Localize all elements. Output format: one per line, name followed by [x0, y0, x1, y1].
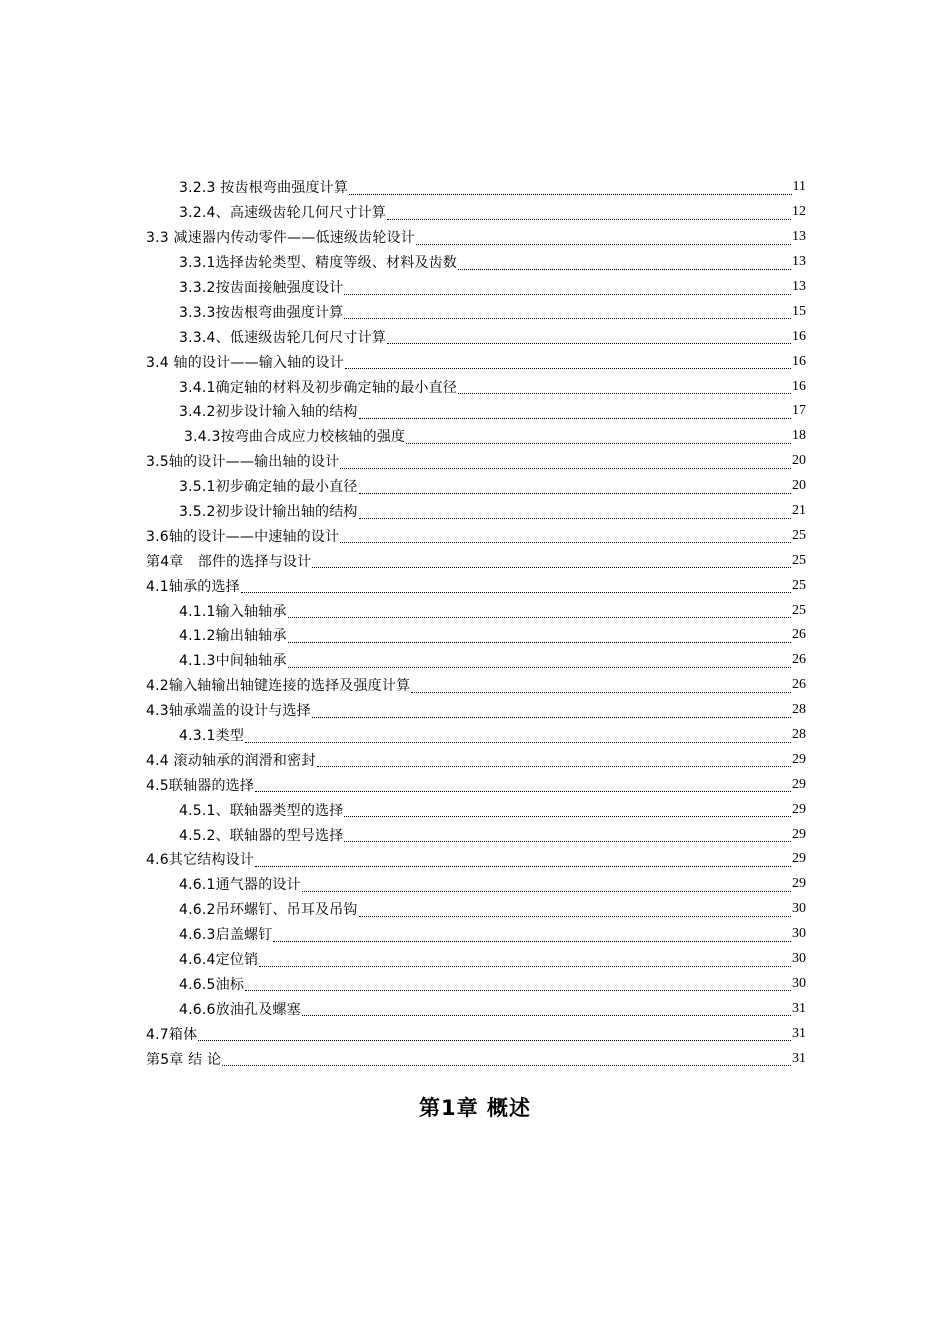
toc-dot-leader — [416, 232, 791, 245]
toc-entry-page: 29 — [792, 876, 806, 892]
toc-entry-title: 4.5.2、联轴器的型号选择 — [179, 827, 344, 844]
toc-dot-leader — [345, 356, 791, 369]
toc-entry[interactable] — [146, 623, 806, 648]
toc-entry-title: 4.6.5油标 — [179, 976, 245, 993]
toc-entry[interactable] — [146, 499, 806, 524]
toc-entry-title: 4.6.6放油孔及螺塞 — [179, 1001, 301, 1018]
toc-dot-leader — [273, 929, 791, 942]
toc-entry-title: 4.1.1输入轴轴承 — [179, 603, 287, 620]
toc-entry-title: 第4章 部件的选择与设计 — [146, 553, 312, 570]
toc-entry-title: 4.1轴承的选择 — [146, 578, 240, 595]
toc-entry-page: 26 — [792, 652, 806, 668]
toc-dot-leader — [458, 381, 791, 394]
toc-entry-page: 26 — [792, 677, 806, 693]
toc-entry[interactable] — [146, 872, 806, 897]
toc-entry[interactable] — [146, 449, 806, 474]
toc-dot-leader — [302, 1003, 791, 1016]
toc-entry-title: 4.5.1、联轴器类型的选择 — [179, 802, 344, 819]
toc-dot-leader — [344, 282, 791, 295]
toc-entry-page: 31 — [792, 1050, 806, 1066]
toc-entry-page: 13 — [792, 254, 806, 270]
toc-entry-title: 3.3.4、低速级齿轮几何尺寸计算 — [179, 329, 387, 346]
toc-entry-title: 4.3轴承端盖的设计与选择 — [146, 703, 311, 720]
toc-entry-page: 15 — [792, 303, 806, 319]
toc-dot-leader — [359, 506, 791, 519]
toc-dot-leader — [245, 978, 791, 991]
toc-entry-title: 3.3.2按齿面接触强度设计 — [179, 280, 344, 296]
toc-entry-page: 30 — [792, 926, 806, 942]
chapter-heading: 第1章 概述 — [419, 1096, 531, 1120]
toc-entry[interactable] — [146, 275, 806, 300]
toc-entry-page: 12 — [792, 204, 806, 220]
toc-entry-page: 25 — [792, 552, 806, 568]
toc-dot-leader — [344, 829, 791, 842]
toc-entry[interactable] — [146, 598, 806, 623]
toc-entry-title: 3.3 减速器内传动零件——低速级齿轮设计 — [146, 230, 415, 247]
toc-dot-leader — [241, 580, 791, 593]
toc-entry-title: 4.3.1类型 — [179, 728, 245, 745]
toc-entry[interactable] — [146, 972, 806, 997]
toc-dot-leader — [255, 854, 791, 867]
toc-entry-title: 3.3.1选择齿轮类型、精度等级、材料及齿数 — [179, 255, 458, 272]
toc-dot-leader — [288, 605, 791, 618]
toc-entry[interactable] — [146, 573, 806, 598]
toc-dot-leader — [406, 431, 791, 444]
toc-entry[interactable] — [146, 399, 806, 424]
toc-dot-leader — [255, 779, 791, 792]
toc-dot-leader — [312, 555, 791, 568]
toc-entry-title: 4.7箱体 — [146, 1026, 198, 1043]
toc-entry[interactable] — [146, 847, 806, 872]
toc-entry-page: 31 — [792, 1000, 806, 1016]
toc-entry-page: 28 — [792, 702, 806, 718]
toc-entry-title: 第5章 结 论 — [146, 1051, 222, 1068]
toc-entry-page: 29 — [792, 801, 806, 817]
toc-entry[interactable] — [146, 897, 806, 922]
toc-entry[interactable] — [146, 175, 806, 200]
toc-entry-title: 3.5.2初步设计输出轴的结构 — [179, 504, 358, 521]
toc-dot-leader — [387, 207, 791, 220]
toc-entry-title: 3.4.3按弯曲合成应力校核轴的强度 — [184, 429, 406, 446]
toc-entry-page: 13 — [792, 279, 806, 294]
toc-entry-title: 4.5联轴器的选择 — [146, 777, 255, 794]
toc-entry[interactable] — [146, 822, 806, 847]
toc-entry[interactable] — [146, 673, 806, 698]
toc-entry[interactable] — [146, 797, 806, 822]
toc-entry[interactable] — [146, 324, 806, 349]
toc-entry[interactable] — [146, 299, 806, 324]
toc-entry-title: 4.6.3启盖螺钉 — [179, 927, 273, 944]
toc-entry[interactable] — [146, 922, 806, 947]
toc-entry[interactable] — [146, 947, 806, 972]
toc-dot-leader — [317, 754, 791, 767]
toc-entry-title: 4.1.2输出轴轴承 — [179, 628, 287, 645]
toc-entry-page: 21 — [792, 503, 806, 519]
toc-entry-page: 16 — [792, 328, 806, 344]
toc-entry[interactable] — [146, 723, 806, 748]
toc-entry-page: 29 — [792, 751, 806, 767]
toc-dot-leader — [340, 530, 791, 543]
toc-entry-title: 4.6.2吊环螺钉、吊耳及吊钩 — [179, 902, 358, 919]
toc-entry[interactable] — [146, 698, 806, 723]
toc-entry-page: 30 — [792, 975, 806, 991]
toc-entry[interactable] — [146, 424, 806, 449]
toc-entry-title: 3.5.1初步确定轴的最小直径 — [179, 479, 358, 496]
toc-dot-leader — [349, 182, 791, 195]
toc-entry-page: 20 — [792, 453, 806, 469]
toc-entry-title: 4.2输入轴输出轴键连接的选择及强度计算 — [146, 678, 411, 695]
toc-entry-page: 16 — [792, 378, 806, 394]
toc-entry-page: 28 — [792, 727, 806, 743]
table-of-contents — [146, 175, 806, 1071]
toc-entry-page: 25 — [792, 527, 806, 543]
toc-entry-page: 29 — [792, 851, 806, 867]
toc-entry-page: 29 — [792, 776, 806, 792]
toc-entry[interactable] — [146, 772, 806, 797]
toc-entry-page: 25 — [792, 602, 806, 618]
toc-entry[interactable] — [146, 523, 806, 548]
toc-entry-title: 3.4.2初步设计输入轴的结构 — [179, 404, 358, 421]
toc-dot-leader — [312, 705, 791, 718]
toc-entry-title: 3.5轴的设计——输出轴的设计 — [146, 454, 340, 471]
toc-entry-page: 17 — [792, 403, 806, 419]
toc-entry[interactable] — [146, 996, 806, 1021]
toc-entry-page: 26 — [792, 627, 806, 643]
toc-entry[interactable] — [146, 225, 806, 250]
toc-dot-leader — [245, 730, 791, 743]
toc-entry-title: 3.4.1确定轴的材料及初步确定轴的最小直径 — [179, 379, 458, 396]
toc-entry-page: 13 — [792, 229, 806, 245]
toc-dot-leader — [344, 306, 791, 319]
toc-dot-leader — [302, 879, 791, 892]
toc-entry[interactable] — [146, 1046, 806, 1071]
toc-entry[interactable] — [146, 374, 806, 399]
toc-dot-leader — [259, 954, 791, 967]
toc-entry-page: 29 — [792, 826, 806, 842]
toc-entry-page: 11 — [792, 179, 806, 195]
toc-entry-title: 3.3.3按齿根弯曲强度计算 — [179, 304, 344, 321]
toc-entry-title: 4.4 滚动轴承的润滑和密封 — [146, 752, 316, 769]
toc-entry-page: 30 — [792, 951, 806, 967]
toc-entry-title: 4.6其它结构设计 — [146, 852, 255, 869]
toc-dot-leader — [359, 481, 791, 494]
toc-dot-leader — [458, 257, 791, 270]
toc-entry-title: 4.6.1通气器的设计 — [179, 877, 301, 894]
toc-entry-page: 16 — [792, 353, 806, 369]
toc-entry-title: 4.6.4定位销 — [179, 952, 259, 969]
toc-entry-title: 3.2.3 按齿根弯曲强度计算 — [179, 180, 349, 197]
toc-dot-leader — [222, 1053, 791, 1066]
toc-entry[interactable] — [146, 548, 806, 573]
toc-entry-title: 3.2.4、高速级齿轮几何尺寸计算 — [179, 205, 387, 222]
toc-dot-leader — [344, 804, 791, 817]
toc-entry[interactable] — [146, 250, 806, 275]
toc-dot-leader — [359, 406, 791, 419]
toc-entry-title: 3.4 轴的设计——输入轴的设计 — [146, 354, 344, 371]
toc-entry-title: 4.1.3中间轴轴承 — [179, 653, 287, 670]
toc-dot-leader — [288, 655, 791, 668]
toc-dot-leader — [198, 1028, 791, 1041]
toc-entry[interactable] — [146, 1021, 806, 1046]
toc-dot-leader — [359, 904, 791, 917]
toc-dot-leader — [288, 630, 791, 643]
toc-entry-page: 18 — [792, 428, 806, 444]
toc-entry[interactable] — [146, 474, 806, 499]
toc-entry[interactable] — [146, 349, 806, 374]
toc-dot-leader — [387, 331, 791, 344]
toc-entry-page: 31 — [792, 1025, 806, 1041]
toc-entry-page: 25 — [792, 577, 806, 593]
toc-dot-leader — [340, 456, 791, 469]
toc-entry[interactable] — [146, 648, 806, 673]
toc-entry-page: 30 — [792, 901, 806, 917]
toc-entry-title: 3.6轴的设计——中速轴的设计 — [146, 528, 340, 545]
toc-entry[interactable] — [146, 747, 806, 772]
toc-entry-page: 20 — [792, 478, 806, 494]
toc-entry[interactable] — [146, 200, 806, 225]
toc-dot-leader — [411, 680, 791, 693]
